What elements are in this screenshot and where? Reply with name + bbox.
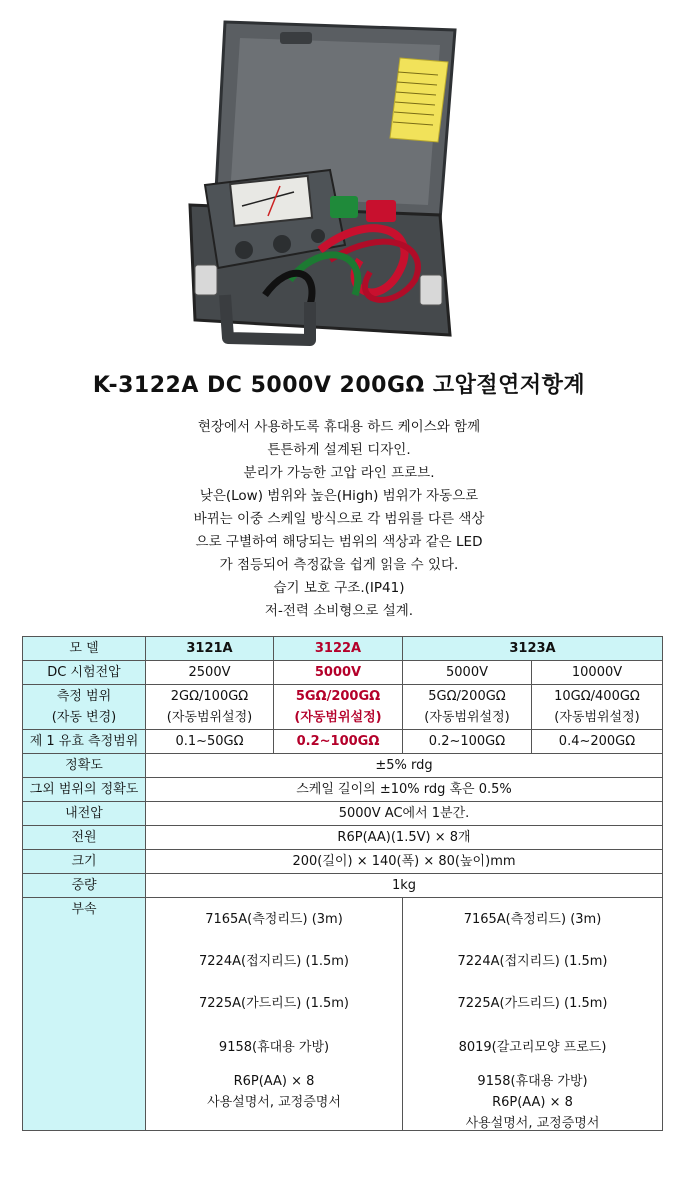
accessory-item: 9158(휴대용 가방) xyxy=(218,1040,330,1055)
model-cell: 3122A xyxy=(274,637,403,661)
range-auto: (자동범위설정) xyxy=(166,710,253,725)
accessory-item: 7165A(측정리드) (3m) xyxy=(205,912,343,927)
row-label: 제 1 유효 측정범위 xyxy=(23,730,146,754)
feature-line: 낮은(Low) 범위와 높은(High) 범위가 자동으로 xyxy=(199,488,479,504)
accessory-item: 7225A(가드리드) (1.5m) xyxy=(457,996,608,1011)
row-label: DC 시험전압 xyxy=(23,661,146,685)
range-value: 5GΩ/200GΩ xyxy=(428,689,506,704)
table-cell xyxy=(274,685,403,730)
table-row xyxy=(23,778,663,802)
row-label-line: (자동 변경) xyxy=(51,710,117,725)
row-label xyxy=(23,685,146,730)
feature-line: 가 점등되어 측정값을 쉽게 읽을 수 있다. xyxy=(219,557,459,573)
table-row xyxy=(23,754,663,778)
feature-line: 분리가 가능한 고압 라인 프로브. xyxy=(243,465,435,481)
feature-list xyxy=(0,416,678,623)
model-cell: 3123A xyxy=(403,637,663,661)
spec-table xyxy=(22,636,663,1131)
model-cell: 3121A xyxy=(146,637,274,661)
row-label: 크기 xyxy=(23,850,146,874)
table-row xyxy=(23,637,663,661)
row-label: 그외 범위의 정확도 xyxy=(23,778,146,802)
table-cell: ±5% rdg xyxy=(146,754,663,778)
accessory-item: 9158(휴대용 가방) xyxy=(477,1074,588,1089)
table-row xyxy=(23,898,663,1131)
row-label: 모 델 xyxy=(23,637,146,661)
table-cell: R6P(AA)(1.5V) × 8개 xyxy=(146,826,663,850)
row-label: 전원 xyxy=(23,826,146,850)
feature-line: 바뀌는 이중 스케일 방식으로 각 범위를 다른 색상 xyxy=(193,511,485,527)
range-auto: (자동범위설정) xyxy=(424,710,510,725)
accessory-item: 7165A(측정리드) (3m) xyxy=(463,912,602,927)
range-auto: (자동범위설정) xyxy=(554,710,640,725)
range-auto: (자동범위설정) xyxy=(294,710,382,725)
row-label: 정확도 xyxy=(23,754,146,778)
table-cell: 10000V xyxy=(532,661,663,685)
feature-line: 현장에서 사용하도록 휴대용 하드 케이스와 함께 xyxy=(197,419,481,435)
accessories-right xyxy=(403,898,663,1131)
table-row xyxy=(23,730,663,754)
accessory-item: 7224A(접지리드) (1.5m) xyxy=(199,954,349,969)
table-cell: 1kg xyxy=(146,874,663,898)
range-value: 5GΩ/200GΩ xyxy=(295,689,381,704)
feature-line: 으로 구별하여 해당되는 범위의 색상과 같은 LED xyxy=(195,534,483,550)
table-cell: 0.4~200GΩ xyxy=(532,730,663,754)
table-row xyxy=(23,826,663,850)
product-title: K-3122A DC 5000V 200GΩ 고압절연저항계 xyxy=(92,373,586,398)
table-cell xyxy=(403,685,532,730)
accessory-item: 사용설명서, 교정증명서 xyxy=(207,1095,341,1110)
table-row xyxy=(23,802,663,826)
feature-line: 저-전력 소비형으로 설계. xyxy=(264,603,414,619)
product-photo xyxy=(170,10,470,360)
accessory-item: 8019(갈고리모양 프로드) xyxy=(458,1040,607,1055)
table-row xyxy=(23,685,663,730)
table-cell: 0.1~50GΩ xyxy=(146,730,274,754)
table-cell: 0.2~100GΩ xyxy=(403,730,532,754)
table-row xyxy=(23,874,663,898)
row-label: 내전압 xyxy=(23,802,146,826)
table-cell: 5000V xyxy=(274,661,403,685)
accessory-item: 7225A(가드리드) (1.5m) xyxy=(199,996,349,1011)
table-row xyxy=(23,661,663,685)
range-value: 2GΩ/100GΩ xyxy=(170,689,249,704)
row-label-line: 측정 범위 xyxy=(56,689,112,704)
table-row xyxy=(23,850,663,874)
row-label: 부속 xyxy=(23,898,146,1131)
accessory-item: R6P(AA) × 8 xyxy=(492,1095,573,1110)
feature-line: 습기 보호 구조.(IP41) xyxy=(273,580,405,596)
accessory-item: R6P(AA) × 8 xyxy=(233,1074,315,1089)
row-label: 중량 xyxy=(23,874,146,898)
table-cell xyxy=(532,685,663,730)
accessory-item: 사용설명서, 교정증명서 xyxy=(465,1116,600,1131)
accessory-item: 7224A(접지리드) (1.5m) xyxy=(457,954,608,969)
accessories-left xyxy=(146,898,403,1131)
table-cell: 5000V xyxy=(403,661,532,685)
table-cell: 5000V AC에서 1분간. xyxy=(146,802,663,826)
table-cell: 200(길이) × 140(폭) × 80(높이)mm xyxy=(146,850,663,874)
table-cell xyxy=(146,685,274,730)
table-cell: 2500V xyxy=(146,661,274,685)
table-cell: 스케일 길이의 ±10% rdg 혹은 0.5% xyxy=(146,778,663,802)
feature-line: 튼튼하게 설계된 디자인. xyxy=(267,442,411,458)
table-cell: 0.2~100GΩ xyxy=(274,730,403,754)
range-value: 10GΩ/400GΩ xyxy=(554,689,640,704)
